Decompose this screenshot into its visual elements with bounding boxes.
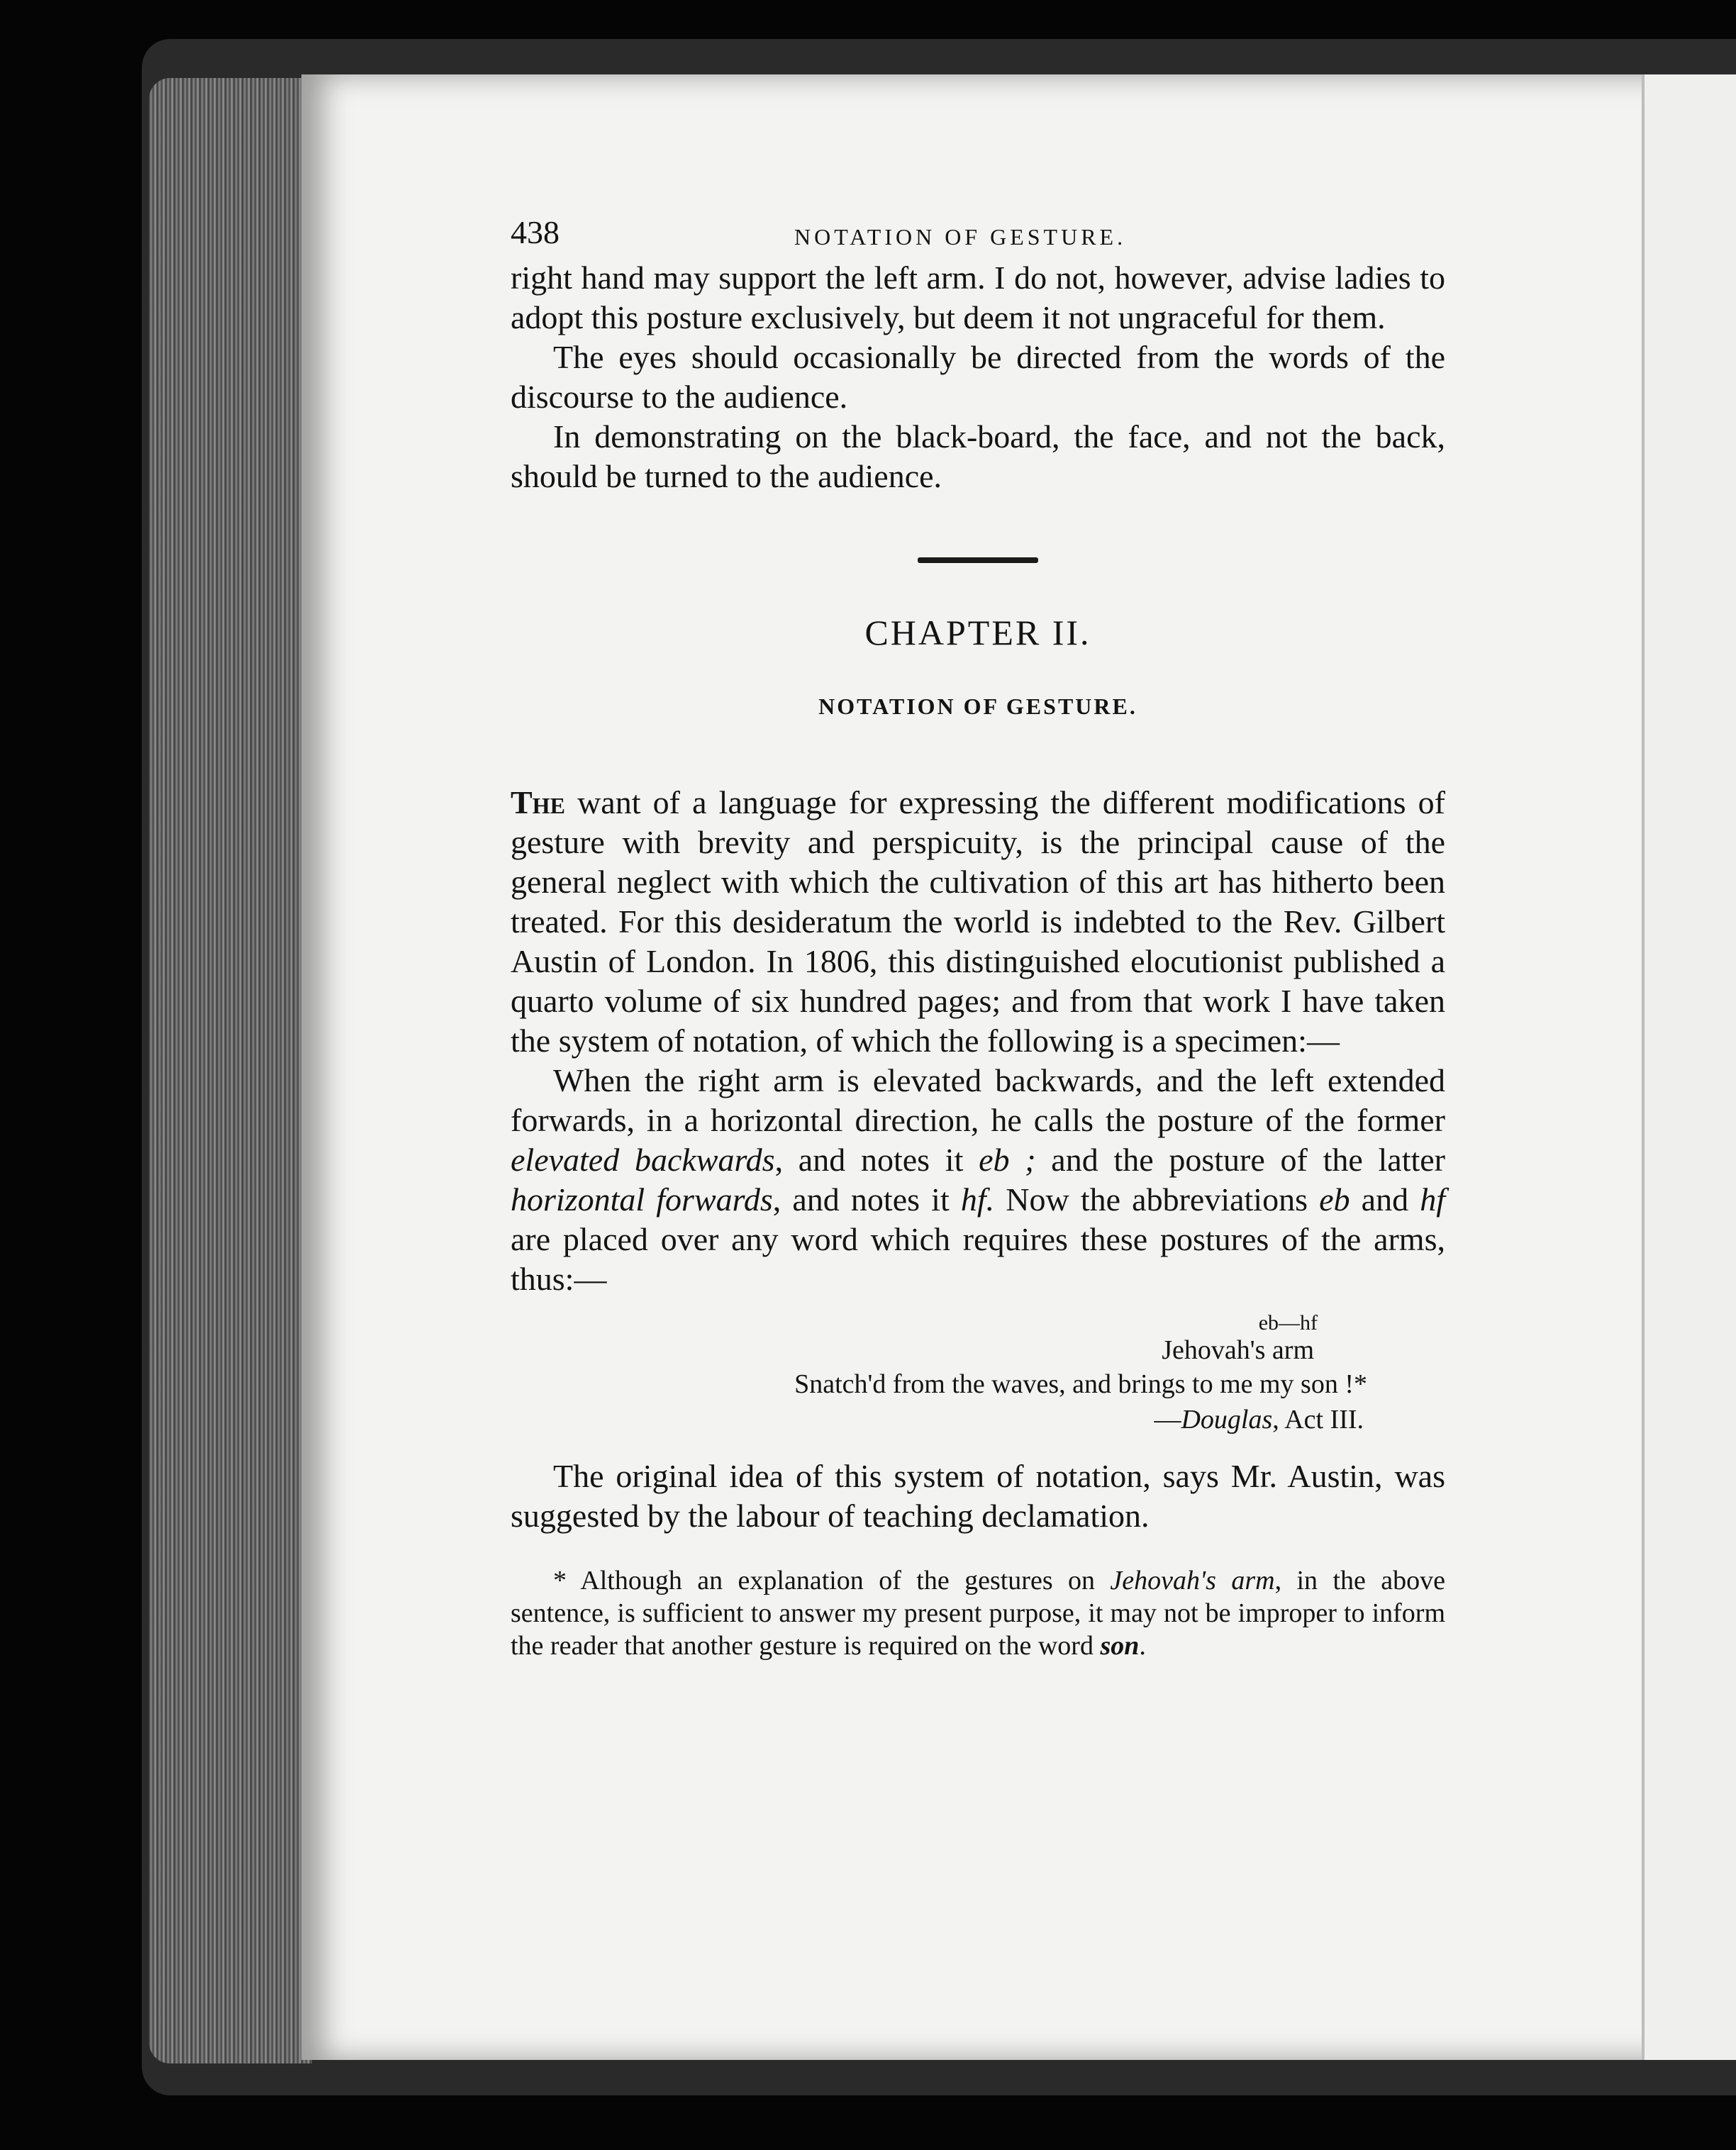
text-run: and the posture of the latter [1035, 1142, 1445, 1178]
quote-line: Snatch'd from the waves, and brings to me my son !* [794, 1369, 1367, 1399]
drop-word: The [511, 784, 565, 820]
text-run: , and notes it [772, 1181, 961, 1218]
text-run: When the right arm is elevated backwards, and the left extended forwards, in a horizontal direction, he calls the posture of the former [511, 1062, 1445, 1138]
attrib-dash: — [1154, 1405, 1181, 1435]
italic-term: elevated backwards [511, 1142, 775, 1178]
footnote [511, 1564, 1445, 1662]
page-edges [149, 78, 312, 2063]
page-number: 438 [511, 214, 560, 250]
paragraph-blackboard: In demonstrating on the black-board, the face, and not the back, should be turned to the audience. [511, 418, 1445, 494]
chapter-title: CHAPTER II. [864, 613, 1091, 652]
quote-line: Jehovah's arm [1162, 1335, 1314, 1365]
paragraph-origin: The original idea of this system of notation, says Mr. Austin, was suggested by the labour of teaching declamation. [511, 1458, 1445, 1534]
quote-attribution [1154, 1403, 1364, 1437]
running-title: NOTATION OF GESTURE. [794, 224, 1127, 250]
section-divider [918, 557, 1038, 563]
gesture-notation: eb—hf [1258, 1311, 1318, 1335]
running-head [511, 213, 1445, 258]
paragraph-intro [511, 783, 1445, 1061]
page-text [511, 213, 1445, 1662]
footnote-text: . [1139, 1631, 1146, 1661]
text-run: Now the abbreviations [994, 1181, 1320, 1218]
italic-term: horizontal forwards [511, 1181, 773, 1218]
footnote-text: , in the above sentence, is sufficient to answer my present purpose, it may not be improper to inform the reader that another gesture is required on the word [511, 1566, 1445, 1661]
chapter-subtitle: NOTATION OF GESTURE. [818, 694, 1137, 719]
italic-term: eb [1319, 1181, 1350, 1218]
paragraph-continued: right hand may support the left arm. I do not, however, advise ladies to adopt this posture exclusively, but deem it not ungraceful for them. [511, 260, 1445, 335]
text-run: and [1350, 1181, 1420, 1218]
paragraph-intro-text: want of a language for expressing the different modifications of gesture with brevity and perspicuity, is the principal cause of the general neglect with which the cultivation of this art has hitherto been treated. For this desideratum the world is indebted to the Rev. Gilbert Austin of London. In 1806, this distinguished elocutionist published a quarto volume of six hundred pages; and from that work I have taken the system of notation, of which the following is a specimen:— [511, 784, 1445, 1059]
paragraph-eyes: The eyes should occasionally be directed from the words of the discourse to the audience. [511, 339, 1445, 415]
italic-term: son [1100, 1631, 1140, 1661]
italic-term: hf. [960, 1181, 995, 1218]
footnote-text: * Although an explanation of the gestures on [553, 1566, 1111, 1595]
italic-term: hf [1420, 1181, 1446, 1218]
attrib-act: , Act III. [1272, 1405, 1364, 1435]
adjacent-page-edge [1642, 74, 1736, 2060]
paragraph-example [511, 1061, 1445, 1299]
text-run: are placed over any word which requires these postures of the arms, thus:— [511, 1221, 1445, 1297]
verse-quote [511, 1306, 1445, 1441]
text-run: , and notes it [774, 1142, 979, 1178]
attrib-work: Douglas [1181, 1405, 1273, 1435]
italic-term: eb ; [979, 1142, 1036, 1178]
italic-term: Jehovah's arm [1110, 1566, 1275, 1595]
